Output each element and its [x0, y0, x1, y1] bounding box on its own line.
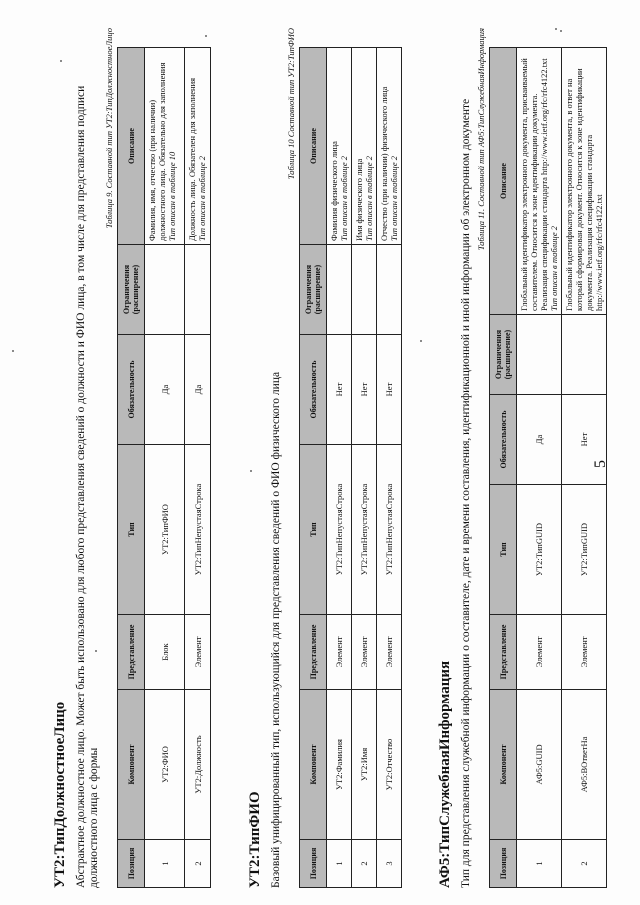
- cell-limits: [327, 245, 352, 335]
- table-10: [299, 47, 402, 888]
- cell-description: [145, 48, 185, 245]
- description-text: Глобальный идентификатор электронного документа, в ответ на который сформирован документ. Относится к зоне идентификации документа. Реализация спецификации стандарта http://www.ietf.org/rfc/rfc4122.txt: [564, 68, 604, 311]
- cell-limits: [562, 315, 607, 395]
- cell-type: УТ2:ТипНепустаяСтрока: [185, 445, 211, 615]
- description-note: Тип описан в таблице 2: [197, 156, 207, 241]
- cell-representation: Блок: [145, 615, 185, 690]
- header-cell: Обязательность: [300, 335, 327, 445]
- cell-position: 1: [145, 840, 185, 888]
- description-note: Тип описан в таблице 2: [389, 156, 399, 241]
- section-fio: [247, 28, 402, 888]
- rotated-page-content: [22, 28, 622, 888]
- cell-component: УТ2:Должность: [185, 690, 211, 840]
- section-heading: УТ2:ТипДолжностноеЛицо: [52, 701, 68, 888]
- cell-type: УТ2:ТипНепустаяСтрока: [327, 445, 352, 615]
- cell-position: 2: [562, 840, 607, 888]
- description-text: Отчество (при наличии) физического лица: [379, 86, 389, 241]
- cell-type: УТ2:ТипGUID: [562, 485, 607, 615]
- header-cell: Тип: [490, 485, 517, 615]
- header-cell: Представление: [118, 615, 145, 690]
- table-row: [145, 48, 185, 888]
- table-row: [185, 48, 211, 888]
- cell-required: Да: [185, 335, 211, 445]
- header-cell: Компонент: [300, 690, 327, 840]
- table-9: [117, 47, 211, 888]
- table-caption: Таблица 11. Составной тип АФ5:ТипСлужебнаяИнформация: [476, 28, 486, 251]
- section-heading: АФ5:ТипСлужебнаяИнформация: [437, 660, 453, 888]
- header-cell: Позиция: [490, 840, 517, 888]
- cell-component: УТ2:Фамилия: [327, 690, 352, 840]
- cell-description: [185, 48, 211, 245]
- description-note: Тип описан в таблице 2: [549, 226, 559, 311]
- table-11: [489, 47, 607, 888]
- cell-description: [562, 48, 607, 315]
- cell-type: УТ2:ТипНепустаяСтрока: [352, 445, 377, 615]
- table-header-row: [300, 48, 327, 888]
- cell-type: УТ2:ТипФИО: [145, 445, 185, 615]
- cell-limits: [185, 245, 211, 335]
- header-cell: Ограничения (расширение): [118, 245, 145, 335]
- table-caption: Таблица 9. Составной тип УТ2:ТипДолжностноеЛицо: [104, 28, 114, 229]
- cell-limits: [352, 245, 377, 335]
- table-row: [517, 48, 562, 888]
- description-text: Имя физического лица: [354, 158, 364, 241]
- header-cell: Представление: [300, 615, 327, 690]
- table-row: [562, 48, 607, 888]
- section-dolzhnostnoe-lico: [52, 28, 211, 888]
- cell-description: [517, 48, 562, 315]
- table-row: [352, 48, 377, 888]
- table-row: [327, 48, 352, 888]
- page-number: 5: [592, 460, 609, 468]
- cell-representation: Элемент: [377, 615, 402, 690]
- cell-required: Нет: [352, 335, 377, 445]
- header-cell: Компонент: [118, 690, 145, 840]
- description-text: Глобальный идентификатор электронного документа, присваиваемый составителем. Относится к зоне идентификации документа. Реализация спецификации стандарта http://www.ietf.org/rfc/rfc4122.txt: [519, 58, 549, 311]
- header-cell: Компонент: [490, 690, 517, 840]
- cell-position: 1: [517, 840, 562, 888]
- cell-limits: [377, 245, 402, 335]
- header-cell: Позиция: [300, 840, 327, 888]
- section-description: Тип для представления служебной информации о составителе, дате и времени составления, идентификационной и иной информации об электронном документе: [460, 98, 472, 888]
- cell-component: УТ2:ФИО: [145, 690, 185, 840]
- cell-required: Нет: [377, 335, 402, 445]
- header-cell: Описание: [490, 48, 517, 315]
- cell-position: 2: [352, 840, 377, 888]
- cell-position: 1: [327, 840, 352, 888]
- header-cell: Обязательность: [490, 395, 517, 485]
- header-cell: Ограничения (расширение): [490, 315, 517, 395]
- header-cell: Обязательность: [118, 335, 145, 445]
- cell-limits: [145, 245, 185, 335]
- description-note: Тип описан в таблице 2: [339, 156, 349, 241]
- cell-representation: Элемент: [327, 615, 352, 690]
- cell-required: Нет: [562, 395, 607, 485]
- table-caption: Таблица 10 Составной тип УТ2:ТипФИО: [286, 28, 296, 180]
- cell-required: Да: [145, 335, 185, 445]
- table-row: [377, 48, 402, 888]
- table-header-row: [118, 48, 145, 888]
- cell-description: [327, 48, 352, 245]
- cell-representation: Элемент: [517, 615, 562, 690]
- description-note: Тип описан в таблице 2: [364, 156, 374, 241]
- cell-component: АФ5:ВОтветНа: [562, 690, 607, 840]
- cell-required: Да: [517, 395, 562, 485]
- cell-required: Нет: [327, 335, 352, 445]
- section-description: Базовый унифицированный тип, использующийся для представления сведений о ФИО физического лица: [270, 371, 282, 888]
- header-cell: Описание: [118, 48, 145, 245]
- cell-component: АФ5:GUID: [517, 690, 562, 840]
- cell-position: 3: [377, 840, 402, 888]
- header-cell: Описание: [300, 48, 327, 245]
- header-cell: Тип: [118, 445, 145, 615]
- section-heading: УТ2:ТипФИО: [247, 791, 263, 888]
- header-cell: Ограничения (расширение): [300, 245, 327, 335]
- cell-position: 2: [185, 840, 211, 888]
- table-header-row: [490, 48, 517, 888]
- description-text: Фамилия, имя, отчество (при наличии) должностного лица. Обязательно для заполнения: [147, 62, 167, 241]
- cell-limits: [517, 315, 562, 395]
- description-note: Тип описан в таблице 10: [167, 151, 177, 241]
- cell-representation: Элемент: [562, 615, 607, 690]
- cell-representation: Элемент: [352, 615, 377, 690]
- section-sluzhebnaya-informaciya: [437, 28, 607, 888]
- cell-component: УТ2:Отчество: [377, 690, 402, 840]
- section-description: Абстрактное должностное лицо. Может быть использовано для любого представления сведений о должности и ФИО лица, в том числе для представления подписи должностного лица с формы: [75, 85, 100, 888]
- cell-type: УТ2:ТипНепустаяСтрока: [377, 445, 402, 615]
- header-cell: Тип: [300, 445, 327, 615]
- cell-component: УТ2:Имя: [352, 690, 377, 840]
- cell-description: [377, 48, 402, 245]
- header-cell: Представление: [490, 615, 517, 690]
- header-cell: Позиция: [118, 840, 145, 888]
- cell-type: УТ2:ТипGUID: [517, 485, 562, 615]
- cell-representation: Элемент: [185, 615, 211, 690]
- description-text: Фамилия физического лица: [329, 141, 339, 241]
- description-text: Должность лица. Обязателен для заполнения: [187, 77, 197, 241]
- cell-description: [352, 48, 377, 245]
